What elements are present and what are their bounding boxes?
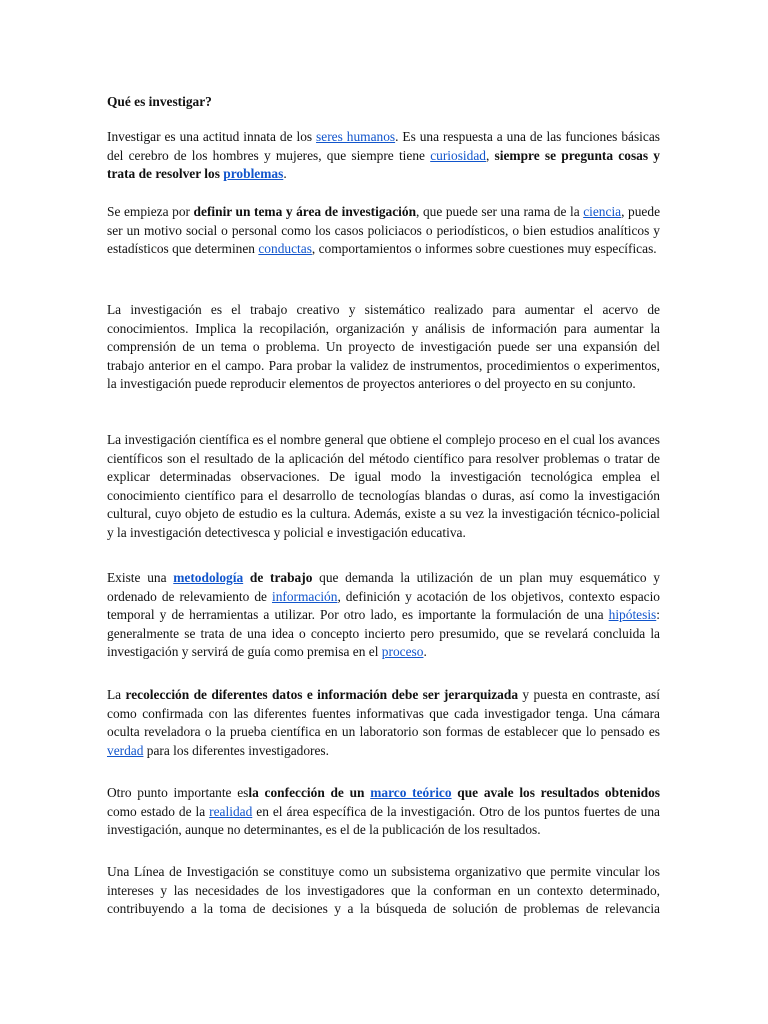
link-proceso[interactable]: proceso: [381, 644, 424, 660]
text: Existe una: [107, 570, 174, 585]
paragraph-8: Una Línea de Investigación se constituye como un subsistema organizativo que permite vincular los intereses y las necesidades de los investigadores que la conforman en un contexto determinado, contribuyendo a la toma de decisiones y a la búsqueda de solución de problemas de relevancia: [107, 864, 660, 917]
link-conductas[interactable]: conductas: [258, 241, 312, 257]
text: en el área específica de la investigación. Otro de los puntos fuertes de una investigación, aunque no determinantes, es el de la publicación de los resultados.: [107, 803, 660, 838]
link-problemas[interactable]: problemas: [223, 166, 284, 182]
paragraph-2: [107, 203, 660, 259]
paragraph-4: La investigación científica es el nombre general que obtiene el complejo proceso en el cual los avances científicos son el resultado de la aplicación del método científico para resolver problemas o tratar de explicar determinadas observaciones. De igual modo la investigación tecnológica emplea el conocimiento científico para el desarrollo de tecnologías blandas o duras, así como la investigación cultural, cuyo objeto de estudio es la cultura. Además, existe a su vez la investigación técnico-policial y la investigación detectivesca y policial e investigación educativa.: [107, 432, 660, 540]
link-seres-humanos[interactable]: seres humanos: [316, 129, 396, 144]
text: Investigar es una actitud innata de los: [107, 129, 317, 144]
text: .: [283, 166, 287, 182]
link-hipotesis[interactable]: hipótesis: [608, 607, 657, 623]
bold-text: la confección de un: [248, 785, 371, 800]
link-metodologia[interactable]: metodología: [173, 570, 244, 585]
bold-text: de trabajo: [243, 570, 313, 585]
text: La: [107, 687, 126, 702]
link-verdad[interactable]: verdad: [107, 742, 144, 758]
text: para los diferentes investigadores.: [143, 742, 329, 758]
text: ,: [485, 147, 495, 163]
text: y puesta en contraste, así como confirmada con las diferentes fuentes informativas que cada investigador tenga. Una cámara oculta reveladora o la prueba científica en un laboratorio son formas de establecer que lo pensado es: [107, 687, 660, 740]
text: Otro punto importante es: [107, 785, 249, 800]
bold-text: que avale los resultados obtenidos: [451, 785, 660, 800]
paragraph-5: [107, 569, 660, 662]
bold-text: siempre se pregunta cosas y trata de resolver los: [107, 147, 660, 182]
link-curiosidad[interactable]: curiosidad: [430, 147, 486, 163]
text: que demanda la utilización de un plan muy esquemático y ordenado de relevamiento de: [107, 570, 660, 604]
link-realidad[interactable]: realidad: [209, 803, 253, 819]
bold-text: recolección de diferentes datos e información debe ser jerarquizada: [125, 687, 519, 702]
text: , puede ser un motivo social o personal como los casos policiacos o periodísticos, o bien estudios analíticos y estadísticos que determinen: [107, 204, 661, 257]
link-informacion[interactable]: información: [271, 588, 338, 604]
page-title: Qué es investigar?: [107, 94, 212, 109]
paragraph-1: [107, 128, 660, 184]
paragraph-3: La investigación es el trabajo creativo y sistemático realizado para aumentar el acervo de conocimientos. Implica la recopilación, organización y análisis de información para aumentar la comprensión de un tema o problema. Un proyecto de investigación puede ser una expansión del trabajo anterior en el campo. Para probar la validez de instrumentos, procedimientos o experimentos, la investigación puede reproducir elementos de proyectos anteriores o del proyecto en su conjunto.: [107, 302, 660, 392]
link-marco-teorico[interactable]: marco teórico: [370, 785, 452, 800]
text: . Es una respuesta a una de las funciones básicas del cerebro de los hombres y mujeres, que siempre tiene: [107, 129, 660, 163]
text: Se empieza por: [107, 204, 194, 219]
text: , definición y acotación de los objetivos, contexto espacio temporal y de herramientas a utilizar. Por otro lado, es importante la formulación de una: [107, 588, 660, 623]
text: , que puede ser una rama de la: [416, 204, 584, 219]
text: , comportamientos o informes sobre cuestiones muy específicas.: [311, 241, 657, 257]
text: : generalmente se trata de una idea o concepto incierto pero presumido, que se revelará concluida la investigación y servirá de guía como premisa en el: [107, 607, 660, 660]
link-ciencia[interactable]: ciencia: [583, 204, 622, 219]
paragraph-7: [107, 784, 660, 840]
bold-text: definir un tema y área de investigación: [193, 204, 417, 219]
paragraph-6: [107, 686, 660, 760]
text: .: [423, 644, 427, 660]
text: como estado de la: [107, 803, 210, 819]
